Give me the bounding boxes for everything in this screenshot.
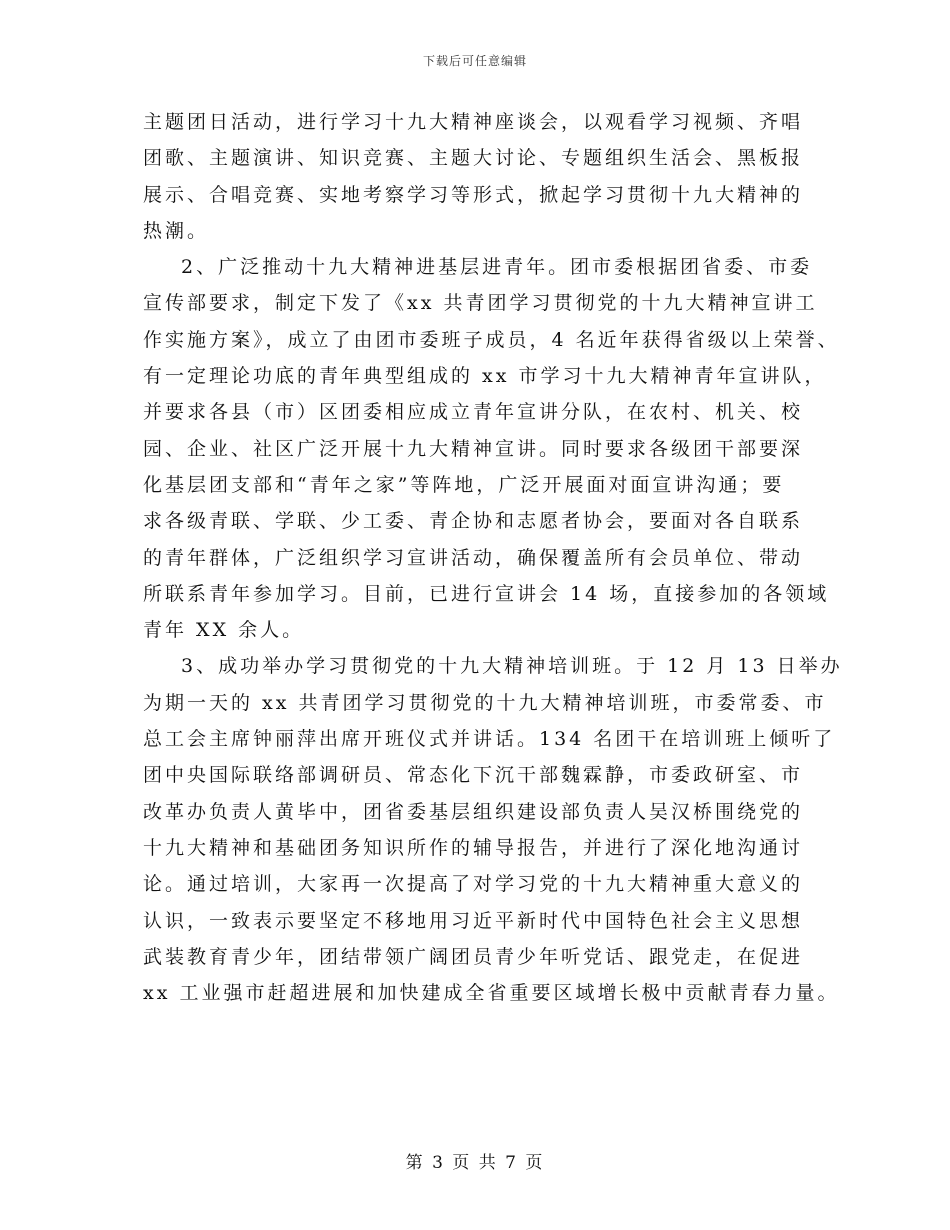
text-line: 2、广泛推动十九大精神进基层进青年。团市委根据团省委、市委 — [181, 256, 813, 279]
text-line: 总工会主席钟丽萍出席开班仪式并讲话。134 名团干在培训班上倾听了 — [143, 728, 836, 751]
text-line: 有一定理论功底的青年典型组成的 xx 市学习十九大精神青年宣讲队， — [143, 365, 827, 388]
text-line: 作实施方案》，成立了由团市委班子成员，4 名近年获得省级以上荣誉、 — [143, 328, 840, 351]
text-line: 展示、合唱竞赛、实地考察学习等形式，掀起学习贯彻十九大精神的 — [143, 183, 804, 206]
text-line: 的青年群体，广泛组织学习宣讲活动，确保覆盖所有会员单位、带动 — [143, 546, 804, 569]
document-body — [143, 104, 843, 1011]
paragraph — [143, 104, 823, 249]
text-line: 宣传部要求，制定下发了《xx 共青团学习贯彻党的十九大精神宣讲工 — [143, 292, 818, 315]
paragraph — [143, 249, 840, 648]
text-line: 十九大精神和基础团务知识所作的辅导报告，并进行了深化地沟通讨 — [143, 836, 804, 859]
text-line: 主题团日活动，进行学习十九大精神座谈会，以观看学习视频、齐唱 — [143, 111, 804, 133]
text-line: 武装教育青少年，团结带领广阔团员青少年听党话、跟党走，在促进 — [143, 945, 804, 968]
text-line: 团中央国际联络部调研员、常态化下沉干部魏霖静，市委政研室、市 — [143, 764, 804, 787]
text-line: 3、成功举办学习贯彻党的十九大精神培训班。于 12 月 13 日举办 — [181, 655, 843, 678]
text-line: 并要求各县（市）区团委相应成立青年宣讲分队，在农村、机关、校 — [143, 401, 804, 424]
text-line: 青年 XX 余人。 — [143, 619, 305, 642]
text-line: 论。通过培训，大家再一次提高了对学习党的十九大精神重大意义的 — [143, 873, 804, 896]
paragraph — [143, 648, 843, 1011]
text-line: 团歌、主题演讲、知识竞赛、主题大讨论、专题组织生活会、黑板报 — [143, 147, 804, 170]
text-line: 热潮。 — [143, 219, 210, 242]
page-header: 下载后可任意编辑 — [422, 54, 527, 68]
text-line: 为期一天的 xx 共青团学习贯彻党的十九大精神培训班，市委常委、市 — [143, 691, 827, 714]
text-line: 改革办负责人黄毕中，团省委基层组织建设部负责人吴汉桥围绕党的 — [143, 800, 804, 823]
page-footer: 第 3 页 共 7 页 — [405, 1153, 545, 1173]
text-line: 化基层团支部和“青年之家”等阵地，广泛开展面对面宣讲沟通；要 — [143, 473, 785, 496]
text-line: 认识，一致表示要坚定不移地用习近平新时代中国特色社会主义思想 — [143, 909, 804, 932]
text-line: 求各级青联、学联、少工委、青企协和志愿者协会，要面对各自联系 — [143, 510, 804, 533]
text-line: 所联系青年参加学习。目前，已进行宣讲会 14 场，直接参加的各领域 — [143, 582, 830, 605]
text-line: 园、企业、社区广泛开展十九大精神宣讲。同时要求各级团干部要深 — [143, 437, 804, 460]
text-line: xx 工业强市赶超进展和加快建成全省重要区域增长极中贡献青春力量。 — [143, 982, 840, 1005]
